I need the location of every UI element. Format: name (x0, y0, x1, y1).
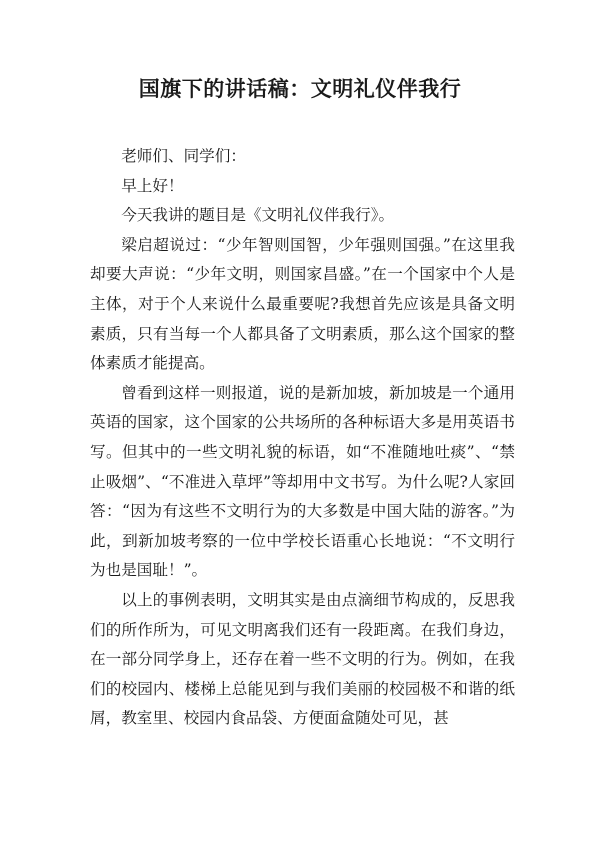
document-body (90, 142, 515, 734)
paragraph-singapore-report: 曾看到这样一则报道，说的是新加坡，新加坡是一个通用英语的国家，这个国家的公共场所的各种标语大多是用英语书写。但其中的一些文明礼貌的标语，如“不准随地吐痰”、“禁止吸烟”、“不准进入草坪”等却用中文书写。为什么呢?人家回答：“因为有这些不文明行为的大多数是中国大陆的游客。”为此，到新加坡考察的一位中学校长语重心长地说：“不文明行为也是国耻！”。 (90, 383, 515, 580)
paragraph-greeting-morning: 早上好！ (121, 176, 184, 195)
paragraph-topic: 今天我讲的题目是《文明礼仪伴我行》。 (121, 206, 395, 225)
paragraph-liang-qichao-quote: 梁启超说过：“少年智则国智，少年强则国强。”在这里我却要大声说：“少年文明，则国家昌盛。”在一个国家中个人是主体，对于个人来说什么最重要呢?我想首先应该是具备文明素质，只有当每一个人都具备了文明素质，那么这个国家的整体素质才能提高。 (90, 235, 515, 373)
document-title: 国旗下的讲话稿：文明礼仪伴我行 (138, 77, 462, 101)
paragraph-reflection: 以上的事例表明，文明其实是由点滴细节构成的，反思我们的所作所为，可见文明离我们还有一段距离。在我们身边，在一部分同学身上，还存在着一些不文明的行为。例如，在我们的校园内、楼梯上总能见到与我们美丽的校园极不和谐的纸屑，教室里、校园内食品袋、方便面盒随处可见，甚 (90, 590, 515, 728)
paragraph-greeting-audience: 老师们、同学们： (121, 147, 246, 165)
